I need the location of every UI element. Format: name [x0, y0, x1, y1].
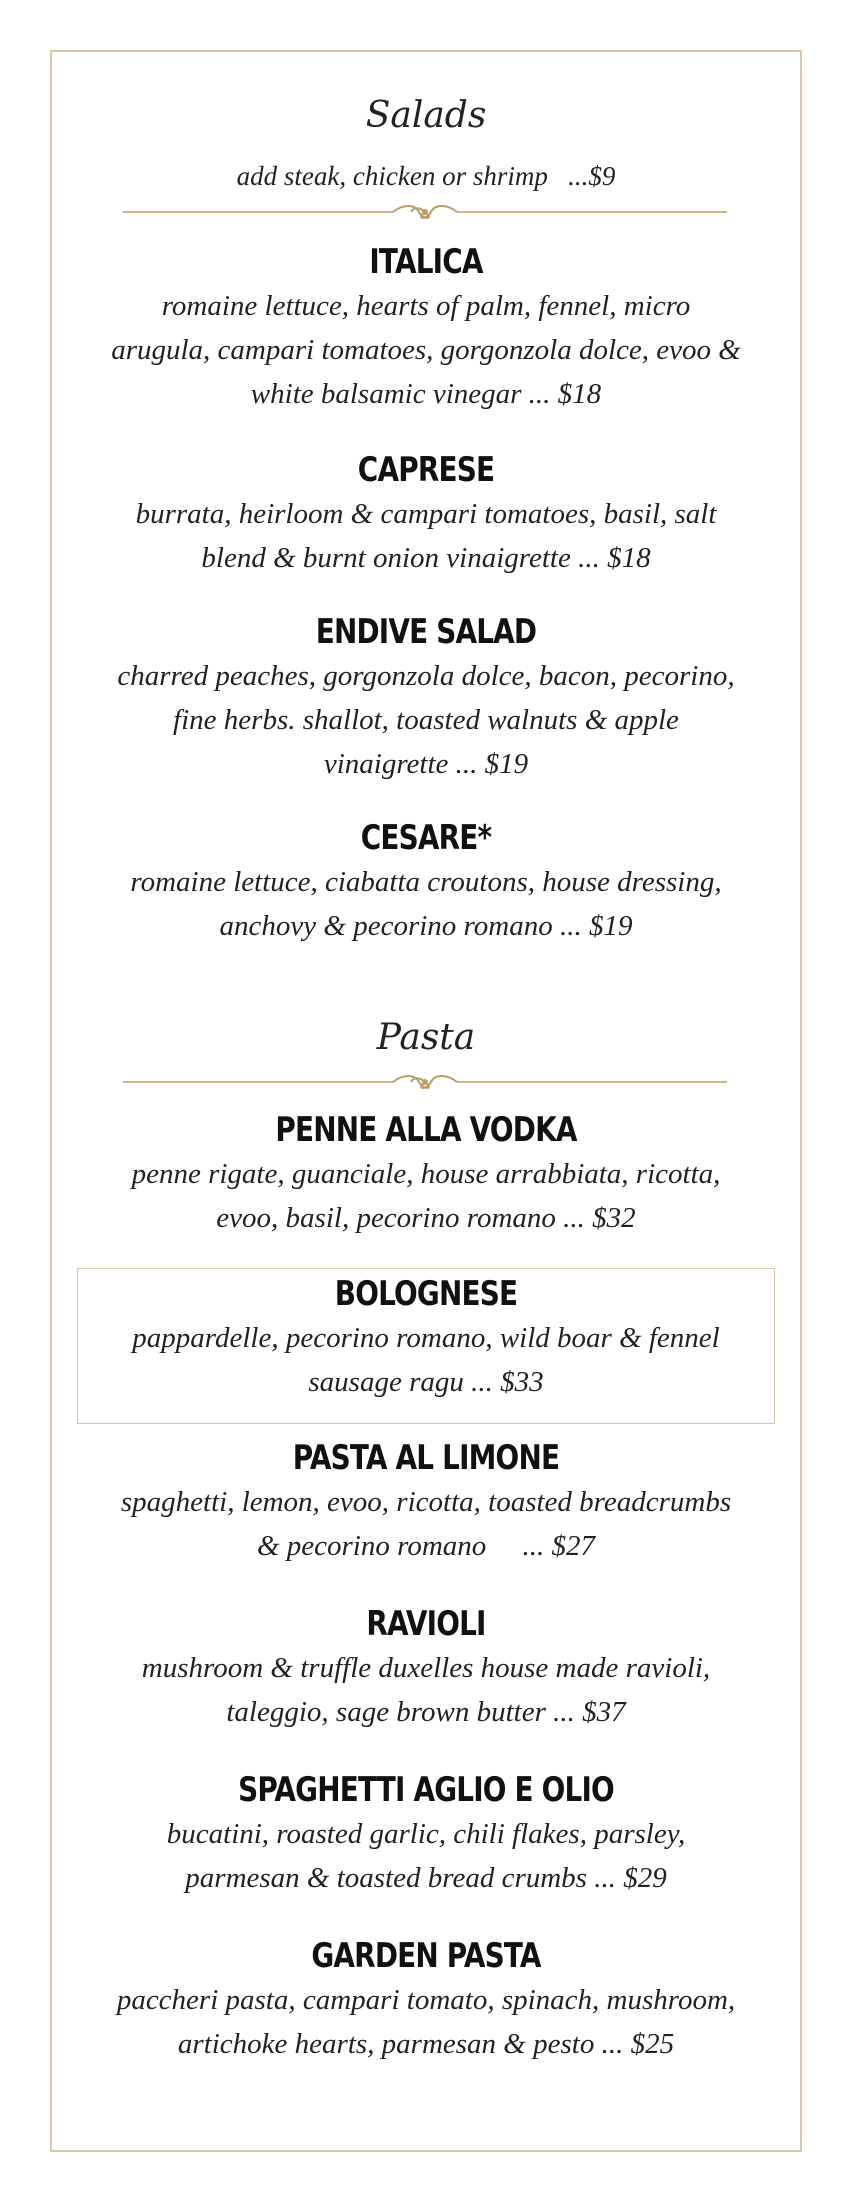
menu-page — [50, 50, 802, 2152]
menu-item-bolognese — [90, 1272, 762, 1404]
item-name: CAPRESE — [357, 450, 495, 490]
item-description-line: romaine lettuce, hearts of palm, fennel, micro — [161, 290, 691, 322]
item-description-line: artichoke hearts, parmesan & pesto ... $25 — [177, 2028, 675, 2060]
item-description-line: vinaigrette ... $19 — [323, 748, 529, 780]
menu-item-spaghetti-aglio-e-olio — [90, 1768, 762, 1900]
item-description-line: arugula, campari tomatoes, gorgonzola dolce, evoo & — [111, 334, 741, 366]
menu-item-endive-salad — [90, 610, 762, 786]
item-name: PASTA AL LIMONE — [292, 1438, 560, 1478]
pasta-title: Pasta — [376, 1017, 476, 1058]
item-description-line: blend & burnt onion vinaigrette ... $18 — [201, 542, 651, 574]
item-description-line: mushroom & truffle duxelles house made ravioli, — [141, 1652, 711, 1684]
item-name: GARDEN PASTA — [311, 1936, 541, 1976]
item-name: BOLOGNESE — [334, 1274, 518, 1314]
item-description-line: pappardelle, pecorino romano, wild boar & fennel — [132, 1322, 720, 1354]
item-description-line: sausage ragu ... $33 — [308, 1366, 544, 1398]
item-description-line: anchovy & pecorino romano ... $19 — [219, 910, 633, 942]
item-name: ITALICA — [369, 242, 483, 282]
item-name: RAVIOLI — [366, 1604, 486, 1644]
item-name: ENDIVE SALAD — [315, 612, 537, 652]
item-description-line: charred peaches, gorgonzola dolce, bacon, pecorino, — [117, 660, 735, 692]
item-description-line: burrata, heirloom & campari tomatoes, basil, salt — [135, 498, 717, 530]
menu-item-cesare — [90, 816, 762, 948]
salads-title: Salads — [365, 95, 487, 136]
item-name: PENNE ALLA VODKA — [275, 1110, 577, 1150]
menu-item-caprese — [90, 448, 762, 580]
item-description-line: penne rigate, guanciale, house arrabbiata, ricotta, — [131, 1158, 721, 1190]
item-name: SPAGHETTI AGLIO E OLIO — [238, 1770, 614, 1810]
item-description-line: spaghetti, lemon, evoo, ricotta, toasted breadcrumbs — [120, 1486, 732, 1518]
item-description-line: romaine lettuce, ciabatta croutons, house dressing, — [130, 866, 722, 898]
salads-addon-note: add steak, chicken or shrimp ...$9 — [236, 161, 616, 191]
ornament-divider-icon — [123, 202, 727, 222]
item-description-line: fine herbs. shallot, toasted walnuts & apple — [173, 704, 679, 736]
menu-item-garden-pasta — [90, 1934, 762, 2066]
item-description-line: paccheri pasta, campari tomato, spinach, mushroom, — [116, 1984, 736, 2016]
menu-item-italica — [90, 240, 762, 416]
item-description-line: evoo, basil, pecorino romano ... $32 — [216, 1202, 636, 1234]
item-name: CESARE* — [360, 818, 492, 858]
ornament-divider-icon — [123, 1072, 727, 1092]
item-description-line: & pecorino romano ... $27 — [256, 1530, 596, 1562]
item-description-line: taleggio, sage brown butter ... $37 — [226, 1696, 626, 1728]
item-description-line: bucatini, roasted garlic, chili flakes, parsley, — [166, 1818, 686, 1850]
item-description-line: white balsamic vinegar ... $18 — [250, 378, 602, 410]
item-description-line: parmesan & toasted bread crumbs ... $29 — [185, 1862, 667, 1894]
menu-item-penne-alla-vodka — [90, 1108, 762, 1240]
menu-item-ravioli — [90, 1602, 762, 1734]
menu-item-pasta-al-limone — [90, 1436, 762, 1568]
